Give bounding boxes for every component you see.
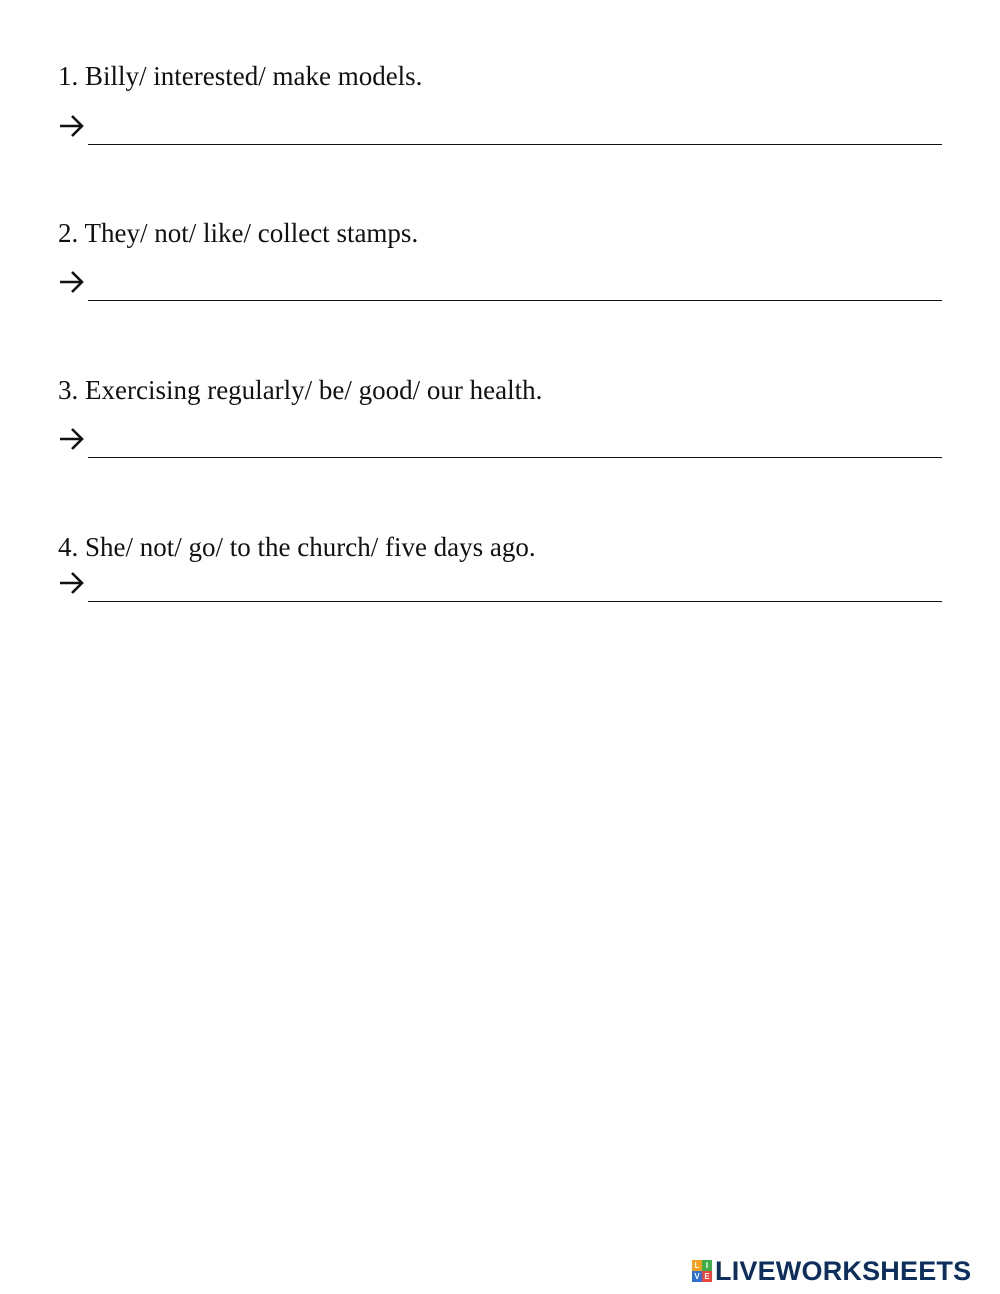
answer-row-4 xyxy=(58,568,942,602)
answer-line xyxy=(88,300,942,301)
logo-block: E xyxy=(702,1271,712,1282)
right-arrow-icon xyxy=(58,269,86,295)
answer-input-2[interactable] xyxy=(92,271,938,299)
answer-row-2 xyxy=(58,267,942,301)
liveworksheets-logo xyxy=(692,1257,971,1285)
question-2-text: 2. They/ not/ like/ collect stamps. xyxy=(58,218,419,248)
right-arrow-icon xyxy=(58,113,86,139)
right-arrow-icon xyxy=(58,570,86,596)
question-3-text: 3. Exercising regularly/ be/ good/ our health. xyxy=(58,375,543,405)
logo-block: L xyxy=(692,1260,702,1271)
answer-line xyxy=(88,144,942,145)
answer-input-1[interactable] xyxy=(92,115,938,143)
answer-line xyxy=(88,457,942,458)
question-4-text: 4. She/ not/ go/ to the church/ five days ago. xyxy=(58,532,536,562)
answer-line xyxy=(88,601,942,602)
right-arrow-icon xyxy=(58,426,86,452)
answer-input-4[interactable] xyxy=(92,572,938,600)
question-1-text: 1. Billy/ interested/ make models. xyxy=(58,61,423,91)
logo-block: V xyxy=(692,1271,702,1282)
logo-text: LIVEWORKSHEETS xyxy=(715,1256,972,1286)
answer-row-3 xyxy=(58,424,942,458)
logo-block: I xyxy=(702,1260,712,1271)
logo-blocks-icon xyxy=(692,1260,712,1282)
answer-row-1 xyxy=(58,111,942,145)
answer-input-3[interactable] xyxy=(92,428,938,456)
